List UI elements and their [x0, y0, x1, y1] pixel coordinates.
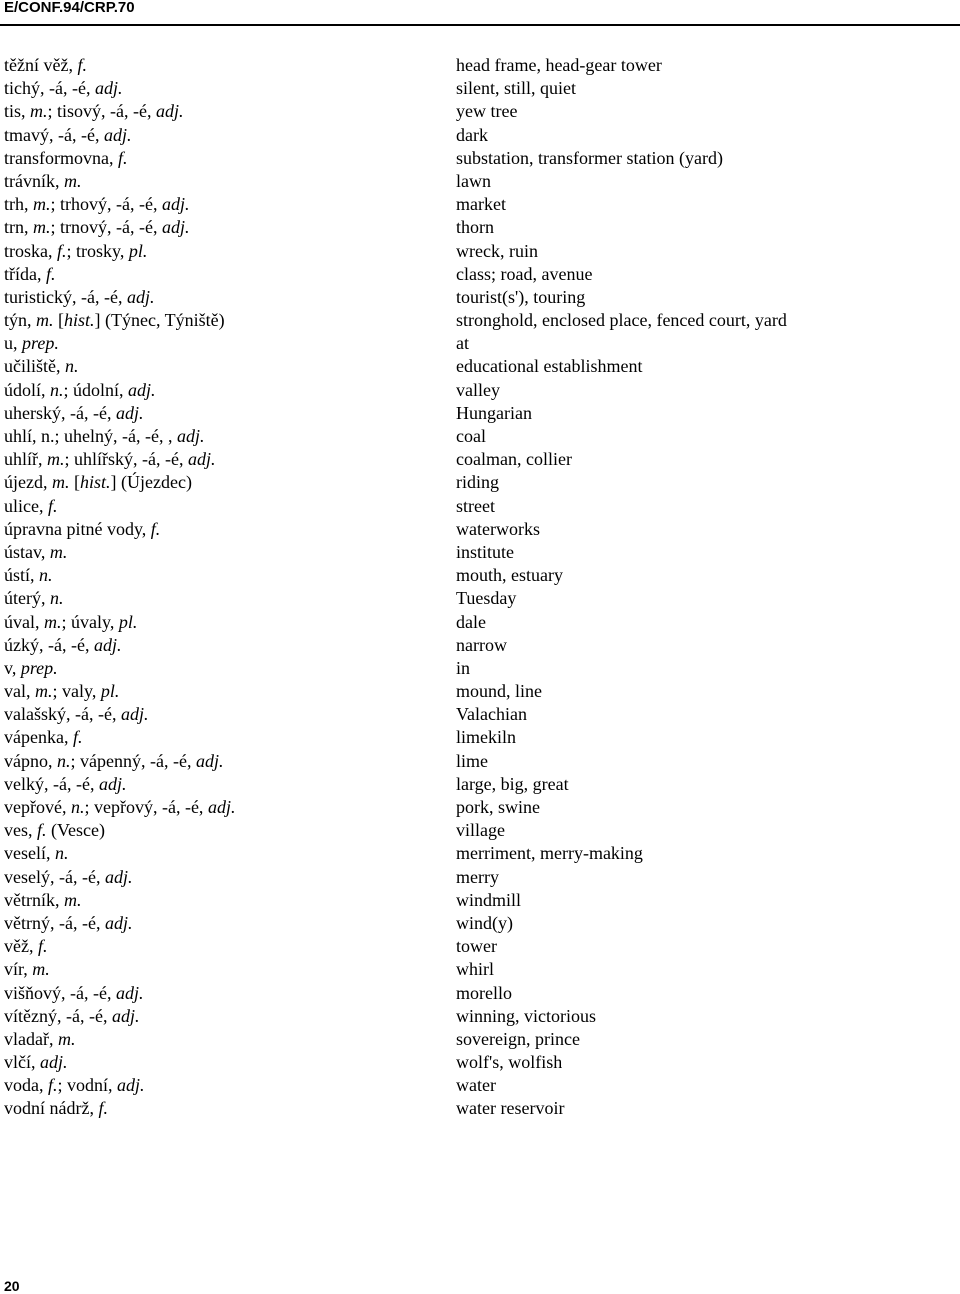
grammar-label: f.	[72, 727, 83, 748]
glossary-entry	[0, 1005, 960, 1028]
term-text: ; úvaly,	[61, 611, 119, 632]
english-translation: mouth, estuary	[456, 565, 563, 586]
grammar-label: adj.	[120, 704, 149, 725]
glossary-entry	[0, 147, 960, 170]
term-text: trh,	[4, 194, 33, 215]
grammar-label: n.	[49, 588, 64, 609]
grammar-label: adj.	[207, 797, 236, 817]
english-translation: dale	[456, 611, 486, 632]
czech-term	[4, 796, 235, 819]
term-text: úpravna pitné vody,	[4, 518, 151, 539]
glossary-entry	[0, 263, 960, 286]
english-translation: village	[456, 820, 505, 841]
grammar-label: adj.	[117, 1075, 145, 1096]
term-text: ; trnový, -á, -é,	[50, 217, 162, 238]
czech-term	[4, 147, 127, 170]
grammar-label: adj.	[104, 912, 133, 933]
glossary-entry	[0, 541, 960, 564]
term-text: ] (Újezdec)	[110, 472, 192, 493]
czech-term	[4, 448, 215, 471]
czech-term	[4, 726, 82, 749]
glossary-entry	[0, 982, 960, 1005]
grammar-label: m.	[33, 217, 51, 238]
czech-term	[4, 564, 53, 587]
grammar-label: m.	[32, 959, 50, 980]
term-text: vepřové,	[4, 797, 71, 817]
grammar-label: f.	[57, 240, 67, 261]
grammar-label: n.	[39, 565, 53, 586]
grammar-label: f.	[47, 495, 58, 516]
term-text: ulice,	[4, 495, 48, 516]
term-text: věž,	[4, 936, 38, 957]
term-text: trávník,	[4, 170, 64, 191]
glossary-entry	[0, 912, 960, 935]
english-translation: institute	[456, 541, 514, 562]
czech-term	[4, 982, 144, 1005]
grammar-label: m.	[51, 472, 70, 493]
term-text: voda,	[4, 1075, 48, 1096]
glossary-entry	[0, 54, 960, 77]
english-translation: valley	[456, 379, 500, 400]
grammar-label: pl.	[128, 240, 148, 261]
term-text: vladař,	[4, 1028, 58, 1049]
glossary-entry	[0, 1051, 960, 1074]
grammar-label: prep.	[22, 333, 59, 354]
glossary-entry	[0, 564, 960, 587]
czech-term	[4, 912, 132, 935]
english-translation: educational establishment	[456, 356, 643, 377]
english-translation: large, big, great	[456, 773, 569, 794]
glossary-entry	[0, 750, 960, 773]
term-text: ves,	[4, 820, 37, 841]
term-text: uhlí, n.; uhelný, -á, -é, ,	[4, 426, 177, 446]
term-text: u,	[4, 333, 22, 354]
english-translation: windmill	[456, 889, 522, 910]
grammar-label: adj.	[104, 866, 133, 887]
english-translation: yew tree	[456, 101, 518, 122]
term-text: vápno,	[4, 750, 57, 771]
grammar-label: m.	[64, 170, 82, 191]
grammar-label: m.	[49, 541, 68, 562]
czech-term	[4, 402, 143, 425]
glossary-entry	[0, 1097, 960, 1120]
term-text: ; trosky,	[66, 240, 129, 261]
grammar-label: m.	[36, 310, 54, 331]
english-translation: wreck, ruin	[456, 240, 538, 261]
term-text: turistický, -á, -é,	[4, 286, 127, 307]
czech-term	[4, 1028, 75, 1051]
header-rule	[0, 24, 960, 26]
grammar-label: hist.	[64, 310, 95, 331]
czech-term	[4, 309, 225, 332]
grammar-label: m.	[30, 101, 48, 122]
glossary-entry	[0, 587, 960, 610]
page-number: 20	[4, 1278, 20, 1294]
czech-term	[4, 240, 147, 263]
czech-term	[4, 54, 87, 77]
grammar-label: adj.	[176, 426, 205, 446]
czech-term	[4, 379, 156, 402]
czech-term	[4, 750, 223, 773]
term-text: višňový, -á, -é,	[4, 982, 116, 1003]
czech-term	[4, 193, 189, 216]
term-text: ; vodní,	[57, 1075, 118, 1096]
grammar-label: adj.	[94, 78, 123, 99]
glossary-entry	[0, 611, 960, 634]
czech-term	[4, 541, 67, 564]
term-text: učiliště,	[4, 356, 65, 377]
czech-term	[4, 216, 189, 239]
term-text: větrník,	[4, 889, 64, 910]
term-text: údolí,	[4, 379, 51, 400]
glossary-entry	[0, 657, 960, 680]
glossary-entry	[0, 518, 960, 541]
document-symbol: E/CONF.94/CRP.70	[4, 0, 135, 16]
english-translation: limekiln	[456, 727, 516, 748]
czech-term	[4, 286, 154, 309]
grammar-label: adj.	[195, 750, 224, 771]
english-translation: tourist(s'), touring	[456, 286, 586, 307]
term-text: úterý,	[4, 588, 50, 609]
glossary-list	[0, 54, 960, 1121]
term-text: týn,	[4, 310, 37, 331]
grammar-label: adj.	[40, 1052, 68, 1073]
grammar-label: pl.	[100, 681, 120, 702]
glossary-entry	[0, 703, 960, 726]
term-text: v,	[4, 657, 21, 678]
grammar-label: adj.	[111, 1005, 140, 1026]
english-translation: class; road, avenue	[456, 263, 593, 284]
grammar-label: f.	[48, 1075, 58, 1096]
english-translation: lawn	[456, 170, 491, 191]
czech-term	[4, 866, 132, 889]
grammar-label: f.	[46, 263, 56, 284]
czech-term	[4, 819, 105, 842]
term-text: ústí,	[4, 565, 40, 586]
grammar-label: n.	[50, 379, 64, 400]
glossary-entry	[0, 866, 960, 889]
english-translation: morello	[456, 982, 512, 1003]
english-translation: Hungarian	[456, 402, 532, 423]
glossary-entry	[0, 726, 960, 749]
czech-term	[4, 425, 204, 448]
glossary-entry	[0, 796, 960, 819]
term-text: uherský, -á, -é,	[4, 402, 116, 423]
czech-term	[4, 703, 148, 726]
glossary-entry	[0, 240, 960, 263]
grammar-label: f.	[37, 936, 48, 957]
term-text: veselý, -á, -é,	[4, 866, 105, 887]
glossary-entry	[0, 193, 960, 216]
czech-term	[4, 1005, 139, 1028]
term-text: úval,	[4, 611, 44, 632]
grammar-label: adj.	[161, 194, 190, 215]
term-text: ; vápenný, -á, -é,	[70, 750, 196, 771]
term-text: tis,	[4, 101, 31, 122]
glossary-entry	[0, 1028, 960, 1051]
grammar-label: m.	[57, 1028, 76, 1049]
czech-term	[4, 935, 48, 958]
term-text: větrný, -á, -é,	[4, 912, 105, 933]
czech-term	[4, 680, 119, 703]
english-translation: Valachian	[456, 704, 527, 725]
czech-term	[4, 657, 58, 680]
glossary-entry	[0, 100, 960, 123]
term-text: val,	[4, 681, 35, 702]
english-translation: pork, swine	[456, 797, 540, 817]
english-translation: thorn	[456, 217, 494, 238]
english-translation: narrow	[456, 634, 507, 655]
term-text: těžní věž,	[4, 55, 78, 75]
glossary-entry	[0, 773, 960, 796]
czech-term	[4, 100, 184, 123]
term-text: vítězný, -á, -é,	[4, 1005, 112, 1026]
glossary-entry	[0, 425, 960, 448]
term-text: (Vesce)	[46, 820, 105, 841]
grammar-label: adj.	[187, 449, 216, 470]
grammar-label: f.	[117, 147, 128, 168]
english-translation: lime	[456, 750, 488, 771]
czech-term	[4, 634, 121, 657]
english-translation: tower	[456, 936, 497, 957]
glossary-entry	[0, 958, 960, 981]
czech-term	[4, 332, 59, 355]
english-translation: waterworks	[456, 518, 540, 539]
english-translation: head frame, head-gear tower	[456, 55, 662, 75]
english-translation: merry	[456, 866, 499, 887]
english-translation: sovereign, prince	[456, 1028, 580, 1049]
term-text: vlčí,	[4, 1052, 40, 1073]
glossary-entry	[0, 889, 960, 912]
grammar-label: m.	[47, 449, 65, 470]
czech-term	[4, 1097, 108, 1120]
english-translation: dark	[456, 124, 488, 145]
grammar-label: adj.	[128, 379, 156, 400]
grammar-label: f.	[37, 820, 47, 841]
term-text: veselí,	[4, 843, 55, 864]
czech-term	[4, 773, 126, 796]
term-text: ústav,	[4, 541, 50, 562]
term-text: vodní nádrž,	[4, 1098, 99, 1119]
term-text: vír,	[4, 959, 33, 980]
glossary-entry	[0, 170, 960, 193]
czech-term	[4, 471, 192, 494]
grammar-label: n.	[55, 843, 69, 864]
grammar-label: f.	[98, 1098, 108, 1119]
czech-term	[4, 495, 58, 518]
glossary-entry	[0, 309, 960, 332]
grammar-label: pl.	[118, 611, 138, 632]
english-translation: wind(y)	[456, 912, 513, 933]
glossary-entry	[0, 286, 960, 309]
term-text: transformovna,	[4, 147, 118, 168]
english-translation: wolf's, wolfish	[456, 1052, 563, 1073]
grammar-label: n.	[65, 356, 79, 377]
term-text: ; valy,	[52, 681, 101, 702]
term-text: tmavý, -á, -é,	[4, 124, 104, 145]
term-text: ; tisový, -á, -é,	[47, 101, 156, 122]
grammar-label: adj.	[98, 773, 127, 794]
czech-term	[4, 77, 122, 100]
english-translation: substation, transformer station (yard)	[456, 147, 723, 168]
english-translation: in	[456, 657, 471, 678]
english-translation: coalman, collier	[456, 449, 572, 470]
grammar-label: adj.	[126, 286, 155, 307]
grammar-label: adj.	[156, 101, 184, 122]
english-translation: market	[456, 194, 506, 215]
grammar-label: hist.	[79, 472, 111, 493]
czech-term	[4, 1051, 68, 1074]
term-text: ; uhlířský, -á, -é,	[64, 449, 188, 470]
english-translation: merriment, merry-making	[456, 843, 643, 864]
term-text: újezd,	[4, 472, 52, 493]
term-text: ; vepřový, -á, -é,	[84, 797, 208, 817]
grammar-label: adj.	[103, 124, 132, 145]
term-text: vápenka,	[4, 727, 73, 748]
glossary-entry	[0, 819, 960, 842]
glossary-entry	[0, 842, 960, 865]
term-text: úzký, -á, -é,	[4, 634, 94, 655]
term-text: troska,	[4, 240, 57, 261]
grammar-label: adj.	[161, 217, 190, 238]
grammar-label: n.	[57, 750, 71, 771]
term-text: tichý, -á, -é,	[4, 78, 95, 99]
term-text: velký, -á, -é,	[4, 773, 99, 794]
czech-term	[4, 124, 131, 147]
term-text: trn,	[4, 217, 33, 238]
english-translation: water	[456, 1075, 496, 1096]
term-text: ; trhový, -á, -é,	[50, 194, 162, 215]
grammar-label: f.	[150, 518, 161, 539]
czech-term	[4, 842, 69, 865]
glossary-entry	[0, 1074, 960, 1097]
czech-term	[4, 355, 79, 378]
grammar-label: prep.	[20, 657, 58, 678]
english-translation: coal	[456, 426, 486, 446]
grammar-label: m.	[64, 889, 82, 910]
glossary-entry	[0, 448, 960, 471]
glossary-entry	[0, 124, 960, 147]
czech-term	[4, 889, 82, 912]
glossary-entry	[0, 216, 960, 239]
czech-term	[4, 518, 160, 541]
english-translation: water reservoir	[456, 1098, 565, 1119]
glossary-entry	[0, 935, 960, 958]
glossary-entry	[0, 471, 960, 494]
czech-term	[4, 611, 137, 634]
english-translation: winning, victorious	[456, 1005, 596, 1026]
term-text: ; údolní,	[63, 379, 129, 400]
term-text: uhlíř,	[4, 449, 47, 470]
english-translation: mound, line	[456, 681, 542, 702]
grammar-label: adj.	[93, 634, 122, 655]
glossary-entry	[0, 680, 960, 703]
english-translation: whirl	[456, 959, 494, 980]
czech-term	[4, 263, 56, 286]
term-text: [	[69, 472, 80, 493]
term-text: třída,	[4, 263, 46, 284]
grammar-label: m.	[35, 681, 53, 702]
grammar-label: adj.	[115, 982, 144, 1003]
english-translation: stronghold, enclosed place, fenced court, yard	[456, 310, 787, 331]
grammar-label: m.	[33, 194, 51, 215]
english-translation: Tuesday	[456, 588, 517, 609]
glossary-entry	[0, 355, 960, 378]
grammar-label: m.	[44, 611, 62, 632]
czech-term	[4, 958, 50, 981]
term-text: ] (Týnec, Týniště)	[94, 310, 225, 331]
glossary-entry	[0, 332, 960, 355]
glossary-entry	[0, 402, 960, 425]
english-translation: riding	[456, 472, 499, 493]
glossary-entry	[0, 379, 960, 402]
glossary-entry	[0, 495, 960, 518]
term-text: valašský, -á, -é,	[4, 704, 121, 725]
english-translation: silent, still, quiet	[456, 78, 576, 99]
english-translation: street	[456, 495, 495, 516]
czech-term	[4, 1074, 145, 1097]
grammar-label: n.	[70, 797, 85, 817]
czech-term	[4, 170, 82, 193]
glossary-entry	[0, 634, 960, 657]
english-translation: at	[456, 333, 469, 354]
grammar-label: adj.	[115, 402, 144, 423]
glossary-entry	[0, 77, 960, 100]
czech-term	[4, 587, 63, 610]
term-text: [	[53, 310, 65, 331]
grammar-label: f.	[77, 55, 87, 75]
